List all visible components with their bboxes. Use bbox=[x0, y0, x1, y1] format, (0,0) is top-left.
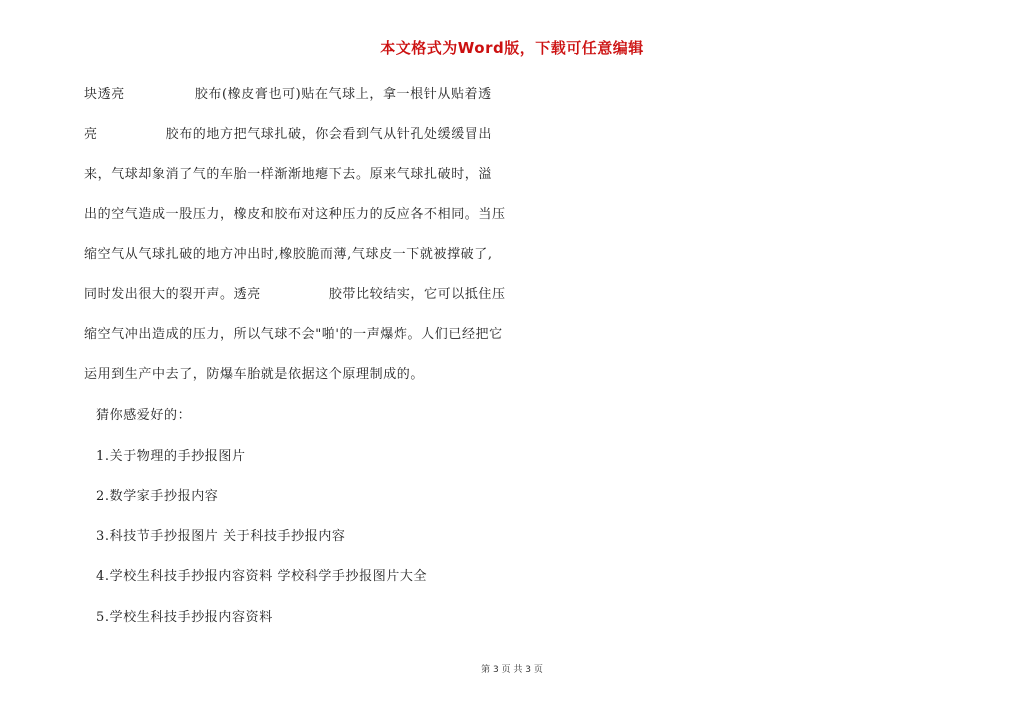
paragraph-line bbox=[84, 127, 492, 143]
text-segment: 块透亮 bbox=[84, 87, 125, 102]
paragraph-line: 缩空气冲出造成的压力，所以气球不会"啪'的一声爆炸。人们已经把它 bbox=[84, 327, 503, 342]
paragraph-line: 运用到生产中去了，防爆车胎就是依据这个原理制成的。 bbox=[84, 367, 425, 382]
text-segment: 胶布(橡皮膏也可)贴在气球上，拿一根针从贴着透 bbox=[194, 87, 492, 102]
paragraph-line: 来，气球却象消了气的车胎一样渐渐地瘪下去。原来气球扎破时，溢 bbox=[84, 167, 493, 182]
related-link[interactable]: 5.学校生科技手抄报内容资料 bbox=[96, 610, 273, 625]
text-segment: 同时发出很大的裂开声。透亮 bbox=[84, 287, 261, 302]
text-segment: 胶布的地方把气球扎破，你会看到气从针孔处缓缓冒出 bbox=[165, 127, 493, 142]
related-heading: 猜你感爱好的： bbox=[96, 408, 192, 423]
word-format-banner: 本文格式为Word版，下载可任意编辑 bbox=[380, 39, 644, 57]
related-link[interactable]: 1.关于物理的手抄报图片 bbox=[96, 449, 246, 464]
page-number: 第 3 页 共 3 页 bbox=[481, 665, 543, 675]
text-segment: 胶带比较结实，它可以抵住压 bbox=[328, 287, 506, 302]
related-link[interactable]: 2.数学家手抄报内容 bbox=[96, 489, 219, 504]
paragraph-line: 出的空气造成一股压力，橡皮和胶布对这种压力的反应各不相同。当压 bbox=[84, 207, 506, 222]
related-link[interactable]: 4.学校生科技手抄报内容资料 学校科学手抄报图片大全 bbox=[96, 569, 428, 584]
related-link[interactable]: 3.科技节手抄报图片 关于科技手抄报内容 bbox=[96, 529, 346, 544]
paragraph-line bbox=[84, 87, 492, 103]
paragraph-line bbox=[84, 287, 506, 303]
paragraph-line: 缩空气从气球扎破的地方冲出时,橡胶脆而薄,气球皮一下就被撑破了, bbox=[84, 247, 493, 262]
text-segment: 亮 bbox=[84, 127, 98, 142]
